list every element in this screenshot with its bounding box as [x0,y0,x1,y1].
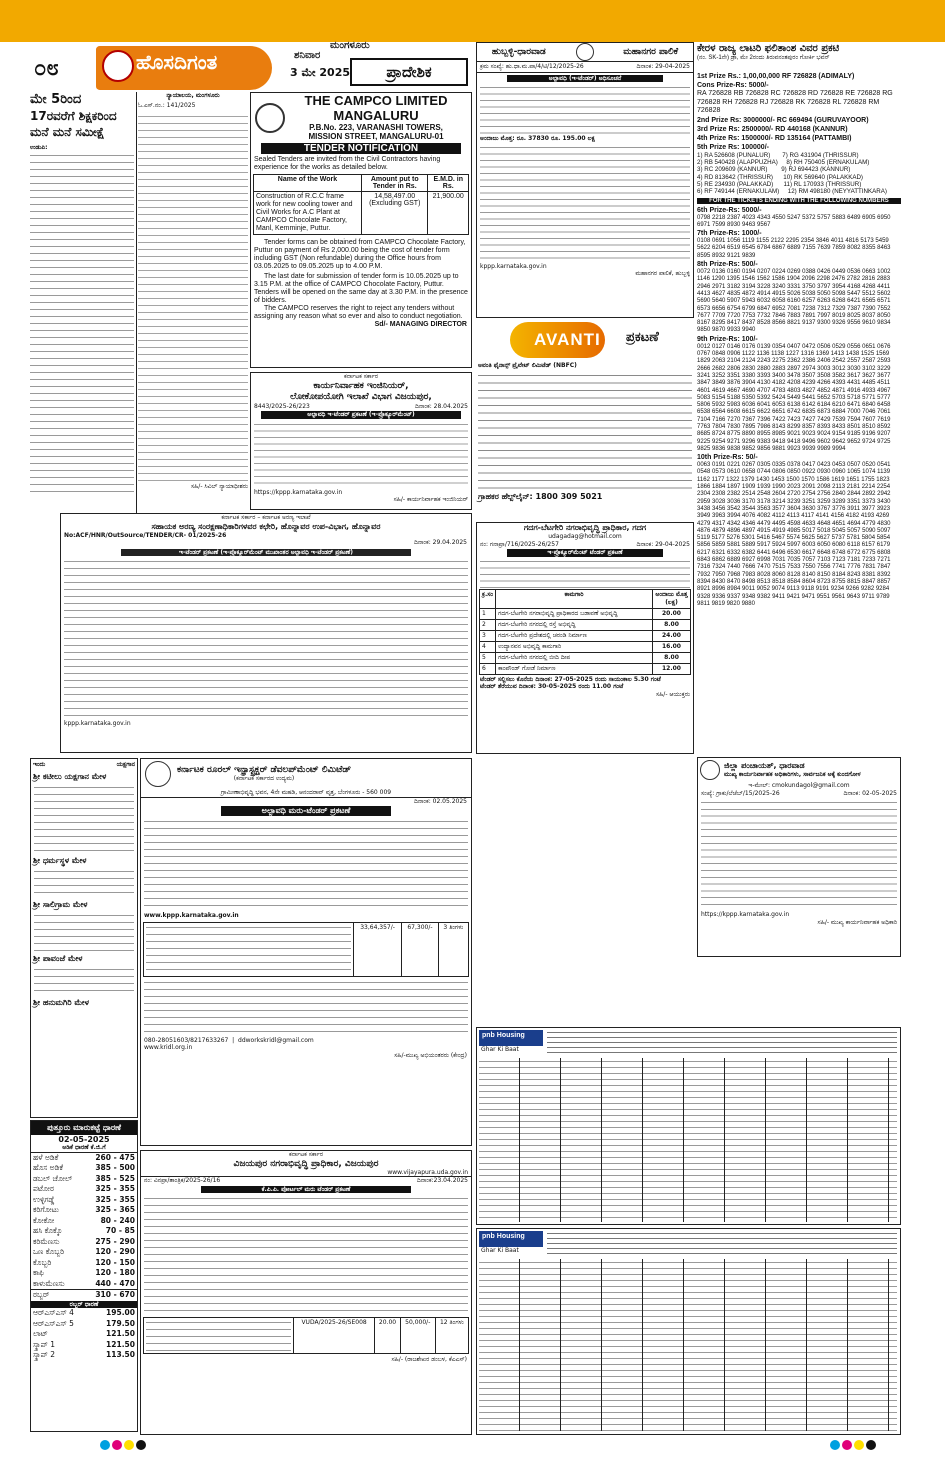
table-row: 3 ಗದಗ-ಬೆಟಗೇರಿ ಪ್ರದೇಶದಲ್ಲಿ ಚರಂಡಿ ನಿರ್ಮಾಣ 24.00 [480,630,691,641]
hubli-city: ಹುಬ್ಬಳ್ಳಿ-ಧಾರವಾಡ [491,47,546,57]
vuda-duration: 12 ತಿಂಗಳು [435,1318,468,1354]
market-price: 385 - 525 [95,1173,135,1183]
pnb-logo: pnb Housing [479,1030,543,1046]
campco-address-1: P.B.No. 223, VARANASHI TOWERS, [309,123,443,132]
pwd-banner: ಅಲ್ಪಾವಧಿ ಇ-ಟೆಂಡರ್ ಪ್ರಕಟಣೆ (ಇ-ಪ್ರೊಕ್ಯೂರ್‌ಮೆಂಟ್) [261,411,461,419]
pwd-government: ಕರ್ನಾಟಕ ಸರ್ಕಾರ [343,373,379,380]
paper-name: ಹೊಸದಿಗಂತ [136,50,218,74]
vuda-website[interactable]: www.vijayapura.uda.gov.in [387,1168,468,1176]
market-item: ಕೋಕೋ [33,1215,55,1225]
market-prices [30,1120,138,1432]
registration-dot [842,1440,852,1450]
lottery-title: ಕೇರಳ ರಾಜ್ಯ ಲಾಟರಿ ಫಲಿತಾಂಶ ವಿವರ ಪ್ರಕಟಿ [697,43,840,54]
zilla-title: ಜಿಲ್ಲಾ ಪಂಚಾಯತ್, ಧಾರವಾಡ [724,761,805,771]
kridl-website[interactable]: www.kppp.karnataka.gov.in [144,912,239,919]
gadag-signatory: ಸಹಿ/- ಆಯುಕ್ತರು [656,690,690,698]
pwd-website[interactable]: https://kppp.karnataka.gov.in [254,488,343,496]
lottery-fifth-4: 4) RD 813642 (THRISSUR) 10) RK 569640 (PALAKKAD) [697,173,863,181]
lead-story [30,92,134,512]
vuda-government: ಕರ್ನಾಟಕ ಸರ್ಕಾರ [288,1151,324,1158]
kridl-site[interactable]: www.kridl.org.in [144,1044,193,1051]
section-tag: ಪ್ರಾದೇಶಿಕ [350,58,468,86]
registration-dot [112,1440,122,1450]
rubber-price: 179.50 [106,1318,135,1328]
hubli-signatory: ಮಹಾನಗರ ಪಾಲಿಕೆ, ಹುಬ್ಬಳ್ಳಿ [635,270,690,277]
pwd-tender [250,372,472,510]
market-price: 325 - 365 [95,1205,135,1214]
registration-dot [124,1440,134,1450]
gadag-last-date: ಟೆಂಡರ್ ಸಲ್ಲಿಸಲು ಕೊನೆಯ ದಿನಾಂಕ: 27-05-2025 ರಂದು ಸಾಯಂಕಾಲ 5.30 ಗಂಟೆ [480,675,661,683]
mela-5: ಶ್ರೀ ಹನುಮಗಿರಿ ಮೇಳ [33,997,89,1007]
gadag-tender [476,522,694,754]
lottery-tenth: 0063 0191 0221 0267 0305 0335 0378 0417 0423 0453 0507 0520 0541 0548 0573 0610 0658 0744 0806 0850 0922 0930 0960 1065 1074 1139 1162 1177 1322 1379 1430 1453 1500 1570 1586 1619 1651 1755 1823 1866 1884 1897 1909 1939 1990 2023 2091 2098 2113 2181 2214 2254 2304 2308 2382 2514 2548 2604 2720 2754 2756 2840 2844 2892 2942 2959 3028 3036 3170 3178 3214 3239 3251 3259 3289 3351 3373 3430 3438 3456 3542 3544 3563 3577 3604 3630 3767 3776 3911 3977 3923 3949 3963 3994 4076 4082 4112 4113 4117 4141 4156 4182 4193 4269 4279 4317 4342 4346 4479 4495 4598 4633 4648 4651 4694 4779 4830 4876 4879 4896 4897 4915 4919 4985 5017 5018 5045 5057 5090 5097 5119 5177 5276 5301 5416 5467 5574 5625 5627 5737 5781 5804 5854 5856 5859 5881 5889 5917 5924 5997 6003 6050 6080 6118 6157 6179 6217 6321 6332 6382 6441 6496 6530 6617 6648 6748 6772 6775 6808 6843 6862 6889 6927 6998 7031 7035 7057 7103 7123 7181 7233 7271 7316 7324 7440 7666 7470 7515 7533 7550 7556 7741 7776 7831 7847 7932 7950 7968 7983 8028 8060 8128 8140 8150 8184 8243 8381 8392 8394 8430 8470 8498 8513 8518 8584 8604 8723 8755 8815 8847 8857 8921 8996 8984 9011 9052 9074 9113 9118 9191 9234 9266 9282 9284 9328 9336 9337 9348 9382 9411 9421 9471 9551 9561 9643 9711 9789 9811 9819 9820 9880 [697,462,891,607]
page-number: ೦೮ [34,56,59,81]
market-price: 120 - 290 [95,1247,135,1256]
campco-emd: 21,900.00 [428,192,469,235]
pnb-notice-2 [476,1228,901,1435]
paper-logo [96,46,272,90]
market-item: ಕರಿಗೋಟು [33,1205,59,1214]
market-price: 70 - 85 [105,1226,135,1235]
court-signatory: ಸಹಿ/- ಸಿವಿಲ್ ನ್ಯಾಯಾಧೀಶರು [191,483,248,490]
kridl-tender: ಕರ್ನಾಟಕ ರೂರಲ್ ಇನ್ಫ್ರಾಸ್ಟ್ರಕ್ಚರ್ ಡೆವಲಪ್‌ಮೆಂಟ್ ಲಿಮಿಟೆಡ್ (ಕರ್ನಾಟಕ ಸರ್ಕಾರದ ಉದ್ಯಮ) ಗ್ರಾಮೀಣಾಭಿವೃದ್ಧಿ ಭವನ, 4ನೇ ಮಹಡಿ, ಆನಂದರಾವ್ ವೃತ್ತ, ಬೆಂಗಳೂರು - 560 009 ದಿನಾಂಕ: 02.05.2025 ಅಲ್ಪಾವಧಿ ಮರು-ಟೆಂಡರ್ ಪ್ರಕಟಣೆ www.kppp.karnataka.gov.in 33,64,357/- 67,300/- 3 ತಿಂಗಳು 080-28051603/8217633267 | ddworkskridl@gmail.com www.kridl.org.in ಸಹಿ/-ಮುಖ್ಯ ಅಭಿಯಂತರರು (ಕೇಂದ್ರ) [140,758,472,1146]
pwd-dept-1: ಕಾರ್ಯನಿರ್ವಾಹಕ ಇಂಜಿನಿಯರ್, [313,380,409,391]
list-item [31,1308,137,1319]
market-price: 80 - 240 [100,1215,135,1225]
list-item [31,1258,137,1269]
forest-government: ಕರ್ನಾಟಕ ಸರ್ಕಾರ – ಕರ್ನಾಟಕ ಅರಣ್ಯ ಇಲಾಖೆ [221,514,311,521]
hubli-number: ಕ್ರಮ ಸಂಖ್ಯೆ: ಹು.ಧಾ.ಮ.ಪಾ/4/ಟಿ/12/2025-26 [480,63,584,70]
gadag-title: ಗದಗ-ಬೆಟಗೇರಿ ನಗರಾಭಿವೃದ್ಧಿ ಪ್ರಾಧಿಕಾರ, ಗದಗ [523,523,647,532]
gadag-col-no: ಕ್ರ.ಸಂ [480,589,496,608]
vuda-banner: ಕೆ.ಪಿ.ಪಿ. ಪೋರ್ಟಲ್ ಮರು ಟೆಂಡರ್ ಪ್ರಕಟಣೆ [201,1186,411,1194]
zilla-email[interactable]: ಇ-ಮೇಲ್: cmokundagol@gmail.com [748,782,850,789]
avanti-notice [476,322,694,518]
campco-work: Construction of R.C.C frame work for new cooling tower and Civil Works for A.C Plant at CAMPCO Chocolate Factory, Manl, Kemminje, Puttur. [254,192,362,235]
market-item: ಕರಿಮೆಣಸು [33,1236,60,1246]
pnb-tagline: Ghar Ki Baat [481,1247,519,1254]
lottery-tenth-title: 10th Prize-Rs: 50/- [697,454,758,462]
gadag-email[interactable]: udagadag@hotmail.com [548,533,622,540]
vuda-table [143,1317,469,1354]
list-item [31,1174,137,1185]
list-item [31,1247,137,1258]
yakshagana-title-1: ಇಂದು [33,761,46,768]
lottery-fifth-2: 2) RB 540428 (ALAPPUZHA) 8) RH 750405 (ERNAKULAM) [697,159,870,167]
campco-address-2: MISSION STREET, MANGALURU-01 [308,132,444,141]
campco-name-2: MANGALURU [333,108,419,123]
market-item: ಹೊಸ ಅಡಿಕೆ [33,1163,63,1172]
vuda-date: ದಿನಾಂಕ:23.04.2025 [416,1177,468,1184]
campco-name-1: THE CAMPCO LIMITED [304,93,448,108]
hubli-body: ಮಹಾನಗರ ಪಾಲಿಕೆ [623,47,679,57]
mela-2: ಶ್ರೀ ಧರ್ಮಸ್ಥಳ ಮೇಳ [33,855,87,865]
table-row: 1 ಗದಗ-ಬೆಟಗೇರಿ ನಗರಾಭಿವೃದ್ಧಿ ಪ್ರಾಧಿಕಾರದ ಬಡಾವಣೆ ಅಭಿವೃದ್ಧಿ 20.00 [480,608,691,619]
gadag-banner: ಇ-ಪ್ರೊಕ್ಯೂರ್‌ಮೆಂಟ್ ಟೆಂಡರ್ ಪ್ರಕಟಣೆ [507,549,663,557]
zilla-tender [697,757,901,957]
vuda-signatory: ಸಹಿ/- (ರಾಜಶೇಖರ ಡಂಬಳ, ಕೆಎಎಸ್) [391,1356,467,1363]
story-dateline: ಉಡುಪಿ: [30,144,48,151]
pwd-signatory: ಸಹಿ/- ಕಾರ್ಯನಿರ್ವಾಹಕ ಇಂಜಿನಿಯರ್ [393,496,468,503]
market-price: 260 - 475 [95,1152,135,1162]
list-item [31,1184,137,1195]
table-row: 2 ಗದಗ-ಬೆಟಗೇರಿ ನಗರದಲ್ಲಿ ರಸ್ತೆ ಅಭಿವೃದ್ಧಿ 8.00 [480,619,691,630]
market-item: ಕಾಳುಮೆಣಸು [33,1278,65,1288]
lottery-sixth: 0798 2218 2387 4023 4343 4550 5247 5372 5757 5883 6489 6905 6950 6971 7599 8930 9463 9567 [697,214,891,228]
kridl-phone: 080-28051603/8217633267 [144,1036,229,1044]
forest-tender [60,513,472,753]
rubber-item: ಸ್ಕ್ರಾಪ್ 2 [33,1350,55,1359]
zilla-website[interactable]: https://kppp.karnataka.gov.in [701,911,790,918]
campco-amount: 14,58,497.00 (Excluding GST) [362,192,428,235]
lottery-fifth-3: 3) RC 209609 (KANNUR) 9) RJ 694423 (KANNUR) [697,166,851,174]
market-price: 440 - 470 [95,1278,135,1288]
avanti-logo [510,322,605,358]
court-body [138,113,248,483]
forest-body [64,558,468,718]
pwd-date: ದಿನಾಂಕ: 28.04.2025 [415,402,468,410]
campco-para-3: The CAMPCO reserves the right to reject any tenders without assigning any reason what so ever and also to conduct negotiation. [254,305,463,320]
list-item [31,1329,137,1340]
kridl-table [143,922,469,977]
hubli-tender [476,42,694,318]
campco-table [253,174,469,235]
campco-tender [250,92,472,368]
vuda-amount: 20.00 [375,1318,401,1354]
campco-notice-title: TENDER NOTIFICATION [261,143,461,154]
hubli-banner: ಅಲ್ಪಾವಧಿ (ಇ-ಟೆಂಡರ್) ಅಧಿಸೂಚನೆ [507,75,663,83]
lottery-fifth-title: 5th Prize Rs: 100000/- [697,143,769,151]
kridl-date: ದಿನಾಂಕ: 02.05.2025 [414,797,467,805]
kridl-email[interactable]: ddworkskridl@gmail.com [238,1036,314,1044]
lottery-banner: FOR THE TICKETS ENDING WITH THE FOLLOWING NUMBERS [697,198,901,204]
hubli-body-2 [480,144,690,262]
lottery-seventh-title: 7th Prize-Rs: 1000/- [697,230,762,238]
issue-day: ಶನಿವಾರ [294,50,321,61]
court-title: ನ್ಯಾಯಾಲಯ, ಮಂಗಳೂರು [166,92,220,99]
list-item [31,1350,137,1361]
kridl-emd: 67,300/- [402,922,439,976]
list-item [31,1279,137,1290]
campco-col-work: Name of the Work [254,175,362,192]
kridl-address: ಗ್ರಾಮೀಣಾಭಿವೃದ್ಧಿ ಭವನ, 4ನೇ ಮಹಡಿ, ಆನಂದರಾವ್ ವೃತ್ತ, ಬೆಂಗಳೂರು - 560 009 [141,789,471,798]
avanti-brand: AVANTI [534,330,601,349]
list-item [31,1216,137,1227]
forest-office: ಸಹಾಯಕ ಅರಣ್ಯ ಸಂರಕ್ಷಣಾಧಿಕಾರಿಗಳವರ ಕಛೇರಿ, ಹೊನ್ನಾವರ ಉಪ-ವಿಭಾಗ, ಹೊನ್ನಾವರ [151,521,381,531]
rubber-item: ಆರ್‌ಎಸ್‌ಎಸ್ 5 [33,1318,74,1328]
registration-dot [136,1440,146,1450]
court-notice [138,92,248,507]
list-item: ರಬ್ಬರ್ 310 - 670 [33,1290,135,1299]
market-item: ಡಬಲ್ ಚೋಲ್ [33,1173,73,1183]
avanti-body [478,372,692,490]
market-item: ಹಳೆ ಅಡಿಕೆ [33,1152,59,1162]
hubli-body-1 [480,84,690,134]
court-number: ಓ.ಎಸ್.ನಂ.: 141/2025 [138,101,196,109]
list-item [31,1319,137,1330]
hubli-amount: ಅಂದಾಜು ಮೊತ್ತ: ರೂ. 37830 ರೂ. 195.00 ಲಕ್ಷ [480,135,595,142]
market-item: ಉಳ್ಳಿಗಡ್ಡೆ [33,1194,55,1204]
rubber-item: ಆರ್‌ಎಸ್‌ಎಸ್ 4 [33,1308,74,1317]
lottery-eighth: 0072 0136 0160 0194 0207 0224 0269 0388 0426 0449 0536 0663 1002 1146 1290 1395 1546 1562 1586 1904 2096 2298 2476 2782 2816 2883 2946 2971 3182 3194 3228 3240 3331 3750 3797 3954 4168 4268 4411 4413 4627 4835 4872 4914 4915 5026 5038 5050 5098 5447 5512 5602 5690 5640 5907 5943 6032 6058 6160 6257 6263 6268 6421 6565 6571 6573 6656 6754 6799 6847 6952 7081 7238 7312 7329 7387 7390 7552 7677 7709 7720 7753 7732 7846 7883 7891 7997 8019 8025 8037 8050 8167 8295 8417 8437 8528 8566 8821 9137 9300 9326 9556 9610 9834 9850 9870 9933 9940 [697,269,891,334]
pwd-number: 8443/2025-26/223 [254,402,310,410]
kridl-amount: 33,64,357/- [354,922,402,976]
market-list [31,1153,137,1290]
pnb-table-2 [479,1259,897,1431]
gadag-date: ದಿನಾಂಕ: 29-04-2025 [636,540,690,548]
lottery-ninth: 0012 0127 0146 0176 0139 0354 0407 0472 0506 0529 0556 0651 0676 0767 0848 0906 1122 1136 1138 1227 1316 1369 1413 1438 1525 1569 1829 2063 2104 2124 2243 2275 2362 2386 2406 2542 2557 2587 2593 2666 2682 2806 2830 2880 2883 2897 2974 3003 3012 3030 3102 3229 3241 3252 3351 3380 3393 3400 3478 3507 3508 3582 3617 3627 3677 3847 3849 3876 3904 4130 4182 4208 4239 4266 4393 4431 4485 4511 4601 4619 4667 4690 4707 4783 4803 4827 4852 4871 4916 4933 4967 5083 5154 5188 5350 5392 5424 5449 5441 5652 5703 5718 5771 5777 5806 5932 5983 6036 6041 6053 6138 6142 6184 6210 6471 6840 6458 6538 6564 6608 6615 6622 6651 6742 6835 6873 6884 7000 7046 7061 7104 7166 7270 7367 7396 7422 7423 7427 7429 7539 7594 7607 7619 7763 7804 7830 7895 7986 8143 8299 8357 8393 8433 8501 8510 8592 8685 8724 8775 8890 8955 8985 9021 9023 9024 9154 9185 9196 9207 9225 9254 9271 9296 9383 9418 9418 9496 9602 9642 9652 9724 9725 9825 9836 9838 9852 9856 9881 9923 9939 9989 9994 [697,343,891,452]
market-item: ಕಾಫಿ [33,1268,44,1277]
list-item [31,1226,137,1237]
issue-date: 3 ಮೇ 2025 [290,66,350,79]
lottery-fifth-5: 5) RE 234930 (PALAKKAD) 11) RL 170933 (THRISSUR) [697,180,862,188]
vuda-body [144,1195,468,1315]
lottery-ninth-title: 9th Prize-Rs: 100/- [697,335,758,343]
pnb-logo: pnb Housing [479,1231,543,1247]
campco-col-amount: Amount put to Tender in Rs. [362,175,428,192]
mela-3: ಶ್ರೀ ಸಾಲಿಗ್ರಾಮ ಮೇಳ [33,899,88,909]
lottery-sixth-title: 6th Prize-Rs: 5000/- [697,206,762,214]
gadag-number: ನಂ: ಗನಾಪ್ರಾ/716/2025-26/257 [480,540,559,548]
story-body [30,152,134,492]
market-item: ಕೊಬ್ಬರಿ [33,1257,52,1267]
campco-para-2: The last date for submission of tender form is 10.05.2025 up to 3.15 P.M. at the office of CAMPCO Chocolate Factory, Puttur. Tenders will be opened on the same day at 3.30 P.M. in the presence of bidders. [254,273,468,304]
forest-banner: ಇ-ಟೆಂಡರ್ ಪ್ರಕಟಣೆ (ಇ-ಪ್ರೊಕ್ಯೂರ್‌ಮೆಂಟ್ ಮುಖಾಂತರ ಅಲ್ಪಾವಧಿ ಇ-ಟೆಂಡರ್ ಪ್ರಕಟಣೆ) [121,549,411,557]
avanti-company: ಅವಂತಿ ಫೈನಾನ್ಸ್ ಪ್ರೈವೇಟ್ ಲಿಮಿಟೆಡ್ (NBFC) [478,362,577,369]
lottery-third: 3rd Prize Rs: 2500000/- RD 440168 (KANNUR) [697,125,848,133]
gadag-col-work: ಕಾಮಗಾರಿ [496,589,653,608]
list-item [31,1163,137,1174]
list-item [31,1268,137,1279]
yakshagana-title-2: ಯಕ್ಷಗಾನ [116,761,135,768]
rubber-price: 113.50 [106,1350,135,1359]
yakshagana-box [30,758,138,1118]
kridl-duration: 3 ತಿಂಗಳು [438,922,468,976]
campco-logo-icon [255,103,285,133]
pwd-dept-2: ಲೋಕೋಪಯೋಗಿ ಇಲಾಖೆ ವಿಭಾಗ ವಿಜಯಪುರ, [290,391,432,402]
market-date: 02-05-2025 [58,1135,110,1144]
market-price: 275 - 290 [95,1236,135,1246]
hubli-date: ದಿನಾಂಕ: 29-04-2025 [636,63,690,70]
avanti-toll-free: ಗ್ರಾಹಕರ ಹೆಲ್ಪ್‌ಲೈನ್: 1800 309 5021 [478,491,603,501]
lottery-draw: (ನಂ. SK-1ನೇ) ಡ್ರಾ, ಮೇ 2ರಂದು ತಿರುವನಂತಪುರಂ ಗೋರ್ಕಿ ಭವನ್ [697,55,830,61]
kridl-subtitle: (ಕರ್ನಾಟಕ ಸರ್ಕಾರದ ಉದ್ಯಮ) [233,775,295,783]
market-price: 325 - 355 [95,1194,135,1204]
forest-date: ದಿನಾಂಕ: 29.04.2025 [414,539,467,546]
lottery-seventh: 0108 0691 1056 1119 1155 2122 2295 2354 3846 4011 4816 5173 5459 5622 6204 6519 6545 6784 6867 6889 7155 7639 7859 8082 8355 8463 8595 8932 9121 9839 [697,238,891,259]
table-row: 6 ಕಾಂಪೌಂಡ್ ಗೋಡೆ ನಿರ್ಮಾಣ 12.00 [480,663,691,674]
vuda-title: ವಿಜಯಪುರ ನಗರಾಭಿವೃದ್ಧಿ ಪ್ರಾಧಿಕಾರ, ವಿಜಯಪುರ [233,1158,379,1169]
zilla-office: ಮುಖ್ಯ ಕಾರ್ಯನಿರ್ವಾಹಕ ಅಧಿಕಾರಿಗಳು, ಸಾರ್ವಜನಿಕ ಅಕ್ಕೆ ಕುಂದಗೋಳ [724,771,861,779]
zilla-signatory: ಸಹಿ/- ಮುಖ್ಯ ಕಾರ್ಯನಿರ್ವಾಹಕ ಅಧಿಕಾರಿ [817,918,897,926]
corporation-seal-icon [576,43,594,61]
market-title: ಪುತ್ತೂರು ಮಾರುಕಟ್ಟೆ ಧಾರಣೆ [31,1121,137,1135]
vuda-tender-no: VUDA/2025-26/SE008 [294,1318,375,1354]
forest-website[interactable]: kppp.karnataka.gov.in [64,720,131,727]
lottery-eighth-title: 8th Prize-Rs: 500/- [697,261,758,269]
lottery-fifth-6: 6) RF 749144 (ERNAKULAM) 12) RM 498180 (NEYYATTINKARA) [697,188,887,196]
lottery-fourth: 4th Prize Rs: 1500000/- RD 135164 (PATTAMBI) [697,134,852,142]
edition-city: ಮಂಗಳೂರು [330,40,370,51]
pnb-notice-1 [476,1027,901,1225]
table-row: 4 ಉದ್ಯಾನವನ ಅಭಿವೃದ್ಧಿ ಕಾಮಗಾರಿ 16.00 [480,641,691,652]
rubber-price: 121.50 [106,1339,135,1349]
market-price: 325 - 355 [95,1184,135,1193]
pnb-table-1 [479,1058,897,1222]
lion-emblem-icon [102,50,134,82]
lottery-cons: RA 726828 RB 726828 RC 726828 RD 726828 RE 726828 RG 726828 RH 726828 RJ 726828 RK 726828 RL 726828 RM 726828 [697,90,893,115]
hubli-website[interactable]: kppp.karnataka.gov.in [480,262,547,270]
registration-dot [854,1440,864,1450]
state-emblem-icon [700,760,720,780]
gadag-col-amount: ಅಂದಾಜು ಮೊತ್ತ (ಲಕ್ಷ) [653,589,691,608]
market-item: ಪಟೋರ [33,1184,54,1193]
list-item [31,1340,137,1351]
mela-1: ಶ್ರೀ ಕಟೀಲು ಯಕ್ಷಗಾನ ಮೇಳ [33,771,107,781]
mela-4: ಶ್ರೀ ಪಾವಂಜೆ ಮೇಳ [33,953,83,963]
lottery-results [697,42,901,754]
market-price: 385 - 500 [95,1163,135,1172]
pwd-body [254,421,468,487]
gadag-open-date: ಟೆಂಡರ್ ತೆರೆಯುವ ದಿನಾಂಕ: 30-05-2025 ರಂದು 11.00 ಗಂಟೆ [480,683,624,690]
zilla-number: ಸಂಖ್ಯೆ: ಗ್ರಾಕು/ಲೆಜೆಬ್/15/2025-26 [701,789,780,797]
zilla-date: ದಿನಾಂಕ: 02-05-2025 [843,789,897,797]
kridl-body [144,818,468,910]
avanti-heading: ಪ್ರಕಟಣೆ [626,330,659,345]
market-price: 120 - 150 [95,1257,135,1267]
story-kicker: ಮೇ 5ರಿಂದ [30,92,82,107]
rubber-list [31,1308,137,1361]
pnb-tagline: Ghar Ki Baat [481,1046,519,1053]
rubber-price: 121.50 [106,1329,135,1338]
lottery-second: 2nd Prize Rs: 3000000/- RC 669494 (GURUVAYOOR) [697,116,869,124]
forest-number: No:ACF/HNR/OutSource/TENDER/CR- 01/2025-26 [64,531,227,539]
masthead-band [0,0,945,42]
rubber-item: ಲಾಟ್ [33,1329,48,1338]
story-headline-1: 17ರವರೆಗೆ ಶಿಕ್ಷಕರಿಂದ [30,109,117,123]
vuda-emd: 50,000/- [400,1318,435,1354]
market-item: ಒಣ ಕೊಬ್ಬರಿ [33,1247,65,1256]
market-subtitle: ಅಡಿಕೆ ಧಾರಣೆ ಕೆ.ಜಿ.ಗೆ [31,1144,137,1153]
lottery-fifth-1: 1) RA 526608 (PUNALUR) 7) RG 431904 (THRISSUR) [697,151,859,159]
gadag-table [479,589,691,675]
campco-signature: Sd/- MANAGING DIRECTOR [374,321,467,328]
zilla-body [701,799,897,909]
registration-dot [830,1440,840,1450]
vuda-number: ನಂ: ವಿನಪ್ರಾ/ತಾಂತ್ರಿಕ/2025-26/16 [144,1177,221,1184]
rubber-price: 195.00 [106,1308,135,1317]
market-item: ಹಸಿ ಕೊಕ್ಕೊ [33,1226,63,1235]
registration-dot [100,1440,110,1450]
gadag-body [480,558,690,588]
list-item [31,1237,137,1248]
vuda-tender [140,1150,472,1435]
campco-intro: Sealed Tenders are invited from the Civil Contractors having experience for the works as detailed below. [254,156,441,171]
list-item [31,1195,137,1206]
story-headline-2: ಮನೆ ಮನೆ ಸಮೀಕ್ಷೆ [30,125,105,139]
kridl-signatory: ಸಹಿ/-ಮುಖ್ಯ ಅಭಿಯಂತರರು (ಕೇಂದ್ರ) [394,1051,467,1059]
campco-col-emd: E.M.D. in Rs. [428,175,469,192]
lottery-cons-title: Cons Prize-Rs: 5000/- [697,82,769,90]
lottery-first: 1st Prize Rs.: 1,00,00,000 RF 726828 (ADIMALY) [697,73,855,81]
rubber-item: ಸ್ಕ್ರಾಪ್ 1 [33,1339,55,1349]
registration-dot [866,1440,876,1450]
table-row: 5 ಗದಗ-ಬೆಟಗೇರಿ ನಗರದಲ್ಲಿ ಬೀದಿ ದೀಪ 8.00 [480,652,691,663]
list-item [31,1205,137,1216]
rubber-title: ರಬ್ಬರ್ ಧಾರಣೆ [31,1301,137,1309]
kridl-logo-icon [145,761,171,787]
list-item [31,1153,137,1164]
kridl-title: ಕರ್ನಾಟಕ ರೂರಲ್ ಇನ್ಫ್ರಾಸ್ಟ್ರಕ್ಚರ್ ಡೆವಲಪ್‌ಮೆಂಟ್ ಲಿಮಿಟೆಡ್ [177,765,352,776]
kridl-banner: ಅಲ್ಪಾವಧಿ ಮರು-ಟೆಂಡರ್ ಪ್ರಕಟಣೆ [221,806,391,816]
campco-para-1: Tender forms can be obtained from CAMPCO Chocolate Factory, Puttur on payment of Rs 2,000.00 being the cost of tender form including GST (Non refundable) during the Office hours from 03.05.2025 to 09.05.2025 up to 4.00 P.M. [254,239,466,270]
market-price: 120 - 180 [95,1268,135,1277]
